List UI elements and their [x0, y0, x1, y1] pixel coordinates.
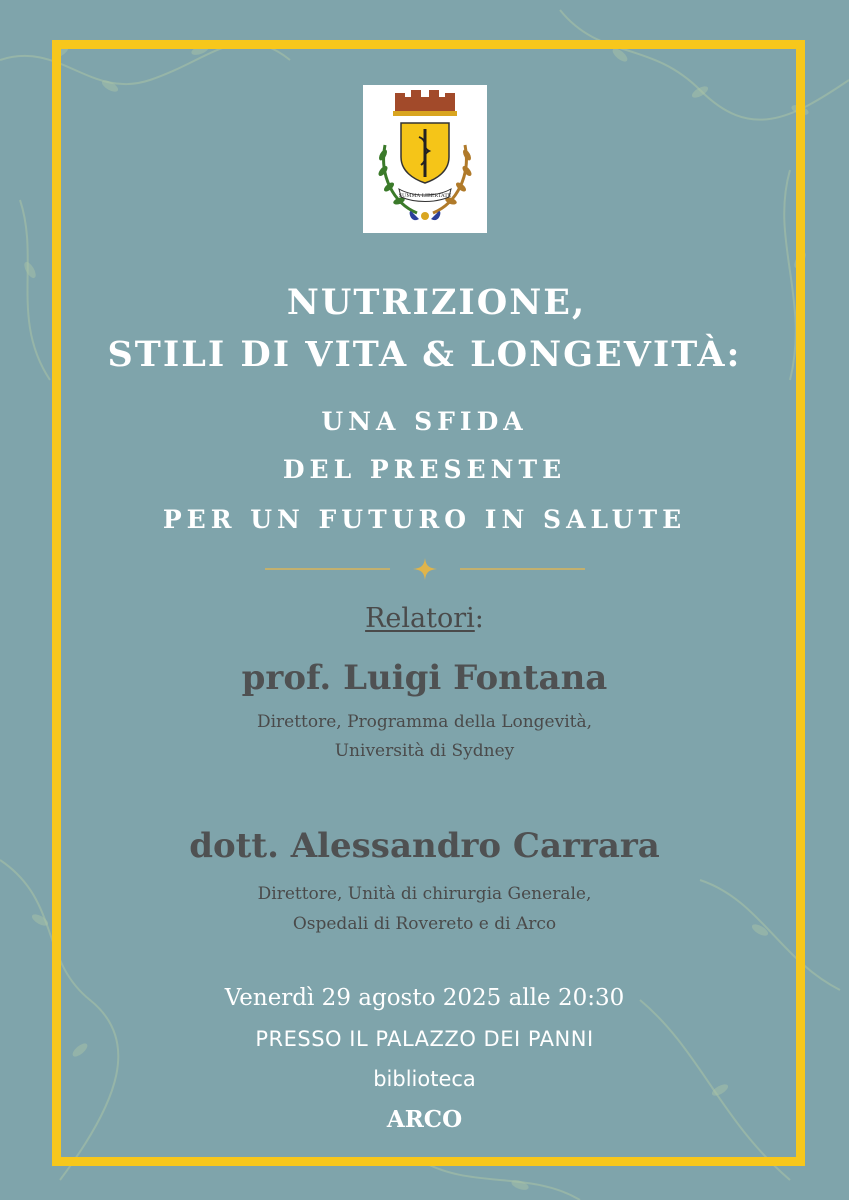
speaker-role-2-line-2: Ospedali di Rovereto e di Arco	[292, 914, 557, 934]
speakers-heading-label: Relatori	[365, 603, 475, 634]
event-title-line-2: STILI DI VITA & LONGEVITÀ:	[107, 334, 742, 375]
speaker-name-2: dott. Alessandro Carrara	[189, 826, 660, 866]
event-date: Venerdì 29 agosto 2025 alle 20:30	[224, 985, 625, 1011]
event-subtitle-line-1: UNA SFIDA	[321, 407, 528, 436]
event-title-line-1: NUTRIZIONE,	[286, 282, 587, 323]
svg-text:SUMMA LIBERTATE: SUMMA LIBERTATE	[398, 193, 452, 199]
event-venue: PRESSO IL PALAZZO DEI PANNI	[255, 1027, 594, 1051]
event-subtitle-line-3: PER UN FUTURO IN SALUTE	[162, 505, 687, 534]
speaker-role-1-line-1: Direttore, Programma della Longevità,	[256, 712, 593, 732]
speaker-role-1-line-2: Università di Sydney	[334, 741, 515, 761]
event-city: ARCO	[386, 1106, 463, 1133]
speakers-heading-colon: :	[474, 603, 484, 634]
ornamental-divider	[265, 558, 585, 580]
municipal-crest-icon	[363, 85, 487, 233]
event-place: biblioteca	[373, 1067, 476, 1091]
speaker-role-2-line-1: Direttore, Unità di chirurgia Generale,	[257, 884, 592, 904]
speakers-heading	[0, 603, 849, 634]
sparkle-icon	[413, 558, 437, 580]
speaker-name-1: prof. Luigi Fontana	[241, 658, 608, 698]
event-subtitle-line-2: DEL PRESENTE	[282, 455, 567, 484]
